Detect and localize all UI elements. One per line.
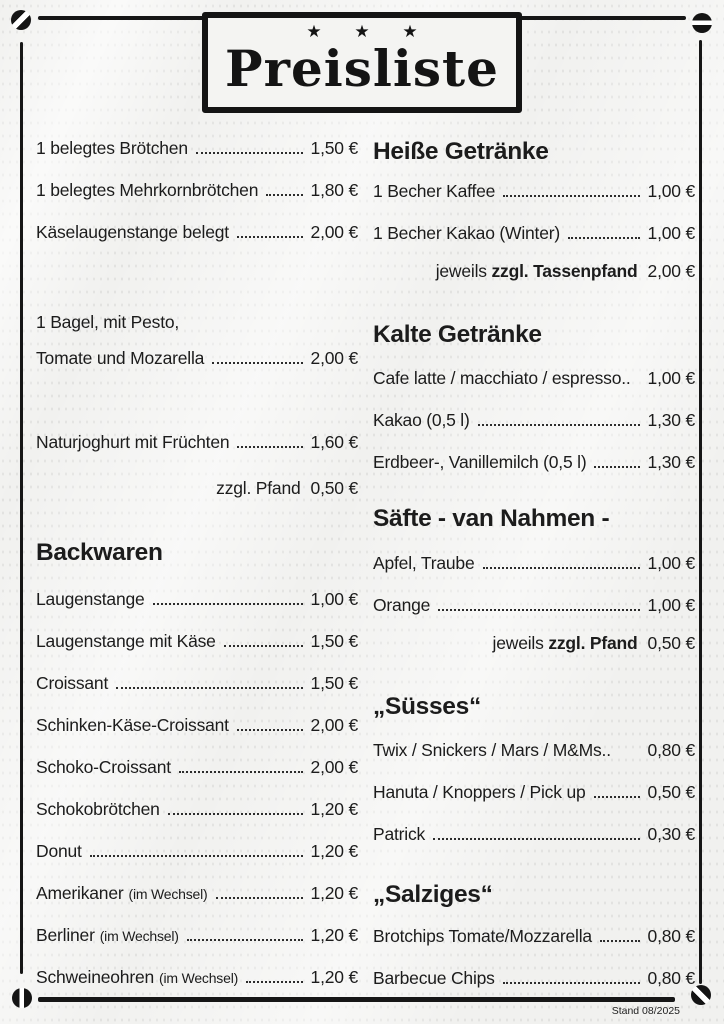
price: 1,00 € <box>647 222 695 243</box>
section-heading-backwaren: Backwaren <box>36 539 163 566</box>
frame-line-right <box>699 40 702 984</box>
section-heading-salziges: „Salziges“ <box>373 881 493 908</box>
price: 2,00 € <box>647 260 695 281</box>
price: 0,80 € <box>647 925 695 946</box>
menu-item: Schweineohren (im Wechsel) 1,20 € <box>36 966 358 987</box>
menu-item: Cafe latte / macchiato / espresso.. 1,00 € <box>373 367 695 388</box>
menu-item: Hanuta / Knoppers / Pick up 0,50 € <box>373 781 695 802</box>
price: 1,00 € <box>310 588 358 609</box>
coffee-bean-icon <box>12 988 32 1008</box>
dotted-leader <box>237 729 303 731</box>
coffee-bean-icon <box>692 13 712 33</box>
price: 1,30 € <box>647 451 695 472</box>
dotted-leader <box>237 446 302 448</box>
dotted-leader <box>478 424 640 426</box>
section-heading-kalte-getraenke: Kalte Getränke <box>373 321 542 348</box>
star-icons: ★ ★ ★ <box>306 22 432 41</box>
title-box <box>202 12 522 113</box>
deposit-note: zzgl. Pfand 0,50 € <box>216 477 358 498</box>
menu-item: Schokobrötchen 1,20 € <box>36 798 358 819</box>
dotted-leader <box>153 603 303 605</box>
left-column <box>36 127 358 998</box>
deposit-note: jeweils zzgl. Pfand 0,50 € <box>492 632 695 653</box>
menu-item-line1: 1 Bagel, mit Pesto, <box>36 311 180 332</box>
page-title: Preisliste <box>225 39 499 98</box>
deposit-note: jeweils zzgl. Tassenpfand 2,00 € <box>435 260 695 281</box>
price: 0,80 € <box>647 967 695 988</box>
price: 2,00 € <box>310 347 358 368</box>
dotted-leader <box>168 813 303 815</box>
dotted-leader <box>216 897 303 899</box>
menu-item: Berliner (im Wechsel) 1,20 € <box>36 924 358 945</box>
menu-item-line2: Tomate und Mozarella 2,00 € <box>36 347 358 368</box>
price: 1,20 € <box>310 882 358 903</box>
menu-item: 1 belegtes Brötchen 1,50 € <box>36 137 358 158</box>
price: 1,50 € <box>310 672 358 693</box>
price: 1,20 € <box>310 966 358 987</box>
right-column <box>373 130 695 999</box>
price: 0,50 € <box>310 477 358 498</box>
price: 1,20 € <box>310 924 358 945</box>
price: 1,30 € <box>647 409 695 430</box>
price: 1,50 € <box>310 630 358 651</box>
price: 1,00 € <box>647 552 695 573</box>
menu-item: Schoko-Croissant 2,00 € <box>36 756 358 777</box>
dotted-leader <box>483 567 640 569</box>
menu-item: Donut 1,20 € <box>36 840 358 861</box>
menu-item: Schinken-Käse-Croissant 2,00 € <box>36 714 358 735</box>
dotted-leader <box>237 236 303 238</box>
dotted-leader <box>90 855 303 857</box>
price: 1,00 € <box>647 180 695 201</box>
menu-item: Barbecue Chips 0,80 € <box>373 967 695 988</box>
price: 1,20 € <box>310 798 358 819</box>
menu-item: Twix / Snickers / Mars / M&Ms.. 0,80 € <box>373 739 695 760</box>
price: 2,00 € <box>310 221 358 242</box>
price: 2,00 € <box>310 714 358 735</box>
menu-item: Orange 1,00 € <box>373 594 695 615</box>
dotted-leader <box>600 940 640 942</box>
dotted-leader <box>246 981 302 983</box>
price: 1,00 € <box>647 594 695 615</box>
section-heading-suesses: „Süsses“ <box>373 693 481 720</box>
price: 0,50 € <box>647 781 695 802</box>
price: 1,50 € <box>310 137 358 158</box>
dotted-leader <box>568 237 640 239</box>
dotted-leader <box>196 152 303 154</box>
price: 0,30 € <box>647 823 695 844</box>
price: 1,20 € <box>310 840 358 861</box>
menu-item: Naturjoghurt mit Früchten 1,60 € <box>36 431 358 452</box>
price: 0,50 € <box>647 632 695 653</box>
price: 1,00 € <box>647 367 695 388</box>
price: 1,60 € <box>310 431 358 452</box>
dotted-leader <box>266 194 302 196</box>
menu-item: Amerikaner (im Wechsel) 1,20 € <box>36 882 358 903</box>
menu-item: 1 Becher Kakao (Winter) 1,00 € <box>373 222 695 243</box>
dotted-leader <box>179 771 303 773</box>
dotted-leader <box>438 609 639 611</box>
section-heading-heisse-getraenke: Heiße Getränke <box>373 138 549 165</box>
dotted-leader <box>224 645 303 647</box>
dotted-leader <box>503 982 640 984</box>
menu-item: Brotchips Tomate/Mozzarella 0,80 € <box>373 925 695 946</box>
item-suffix: (im Wechsel) <box>99 927 179 944</box>
dotted-leader <box>212 362 302 364</box>
item-suffix: (im Wechsel) <box>159 969 239 986</box>
dotted-leader <box>503 195 639 197</box>
menu-item: Patrick 0,30 € <box>373 823 695 844</box>
frame-line-left <box>20 42 23 974</box>
dotted-leader <box>116 687 302 689</box>
version-date: Stand 08/2025 <box>611 1005 680 1017</box>
menu-item: Croissant 1,50 € <box>36 672 358 693</box>
section-heading-saefte: Säfte - van Nahmen - <box>373 505 610 532</box>
menu-item: Kakao (0,5 l) 1,30 € <box>373 409 695 430</box>
price: 0,80 € <box>647 739 695 760</box>
dotted-leader <box>187 939 303 941</box>
menu-item: Laugenstange 1,00 € <box>36 588 358 609</box>
menu-item: Laugenstange mit Käse 1,50 € <box>36 630 358 651</box>
dotted-leader <box>594 466 639 468</box>
dotted-leader <box>594 796 640 798</box>
menu-item: Erdbeer-, Vanillemilch (0,5 l) 1,30 € <box>373 451 695 472</box>
menu-item: Apfel, Traube 1,00 € <box>373 552 695 573</box>
price: 1,80 € <box>310 179 358 200</box>
item-suffix: (im Wechsel) <box>128 885 208 902</box>
price: 2,00 € <box>310 756 358 777</box>
menu-item: Käselaugenstange belegt 2,00 € <box>36 221 358 242</box>
menu-item: 1 Becher Kaffee 1,00 € <box>373 180 695 201</box>
menu-item: 1 belegtes Mehrkornbrötchen 1,80 € <box>36 179 358 200</box>
dotted-leader <box>433 838 639 840</box>
coffee-bean-icon <box>11 10 31 30</box>
